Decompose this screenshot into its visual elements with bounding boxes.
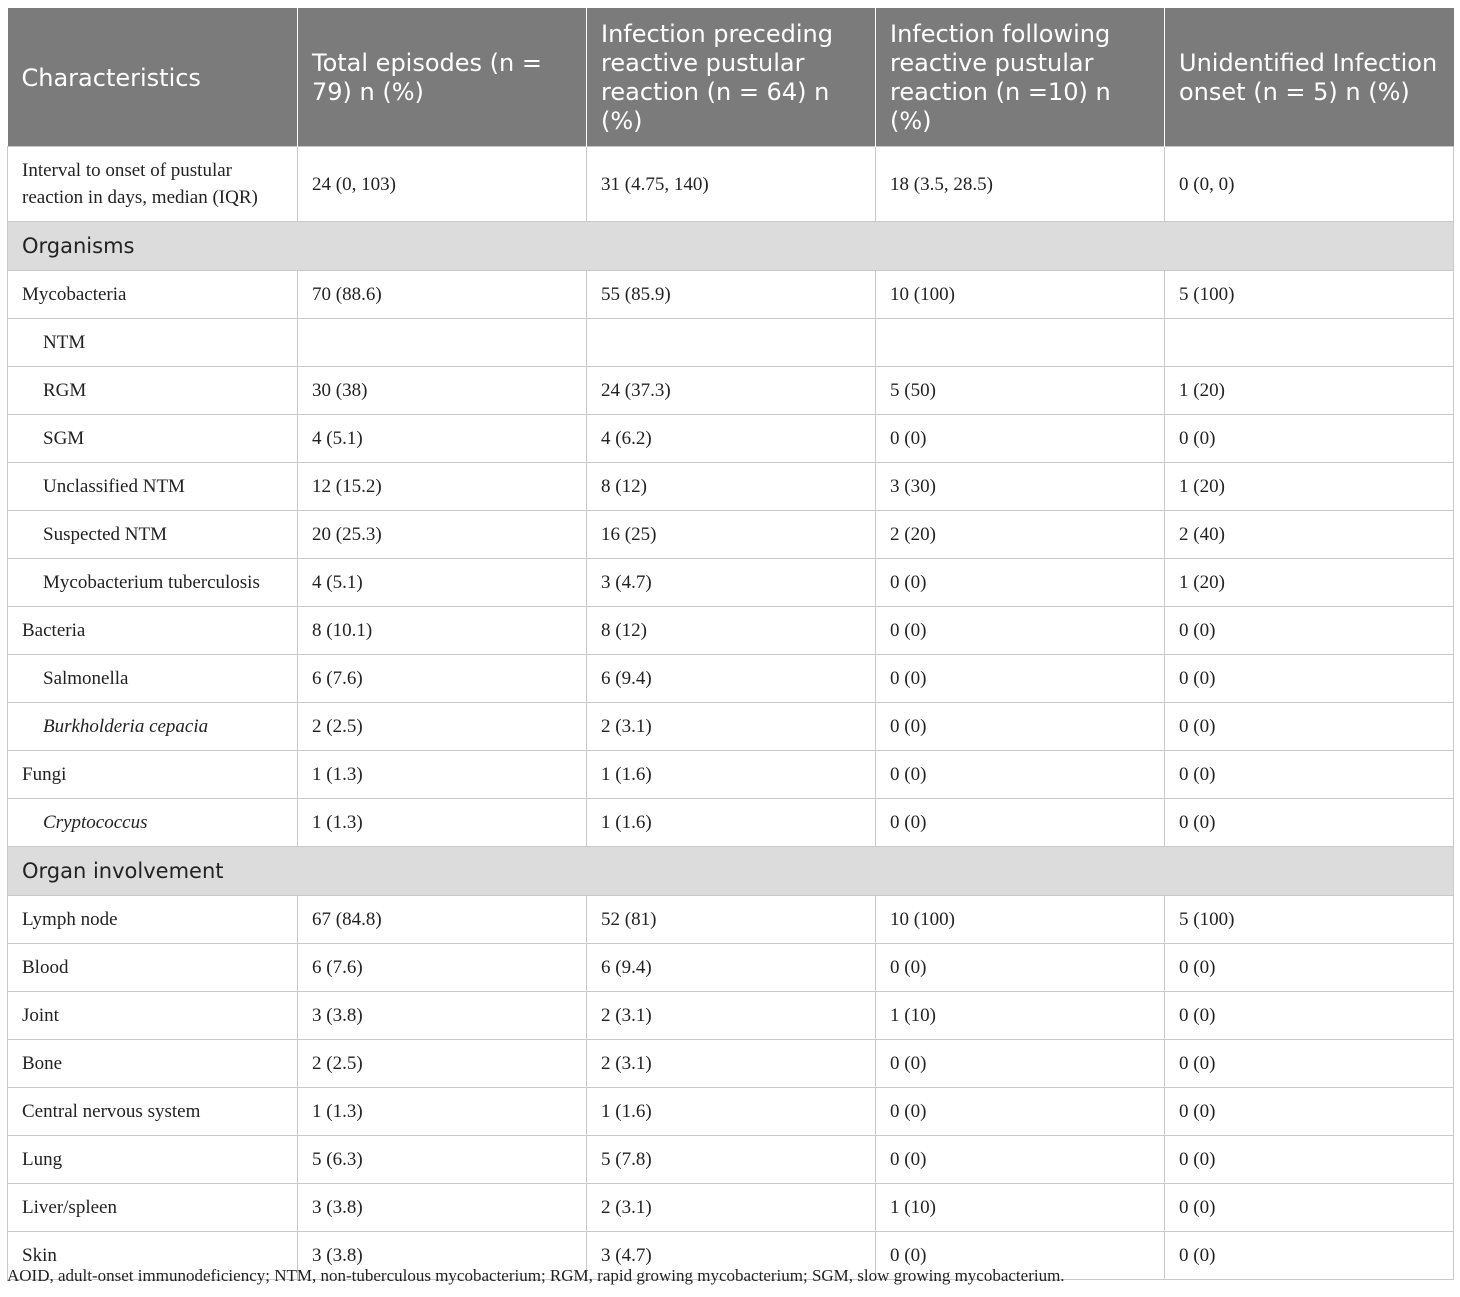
table-cell: 24 (0, 103)	[298, 147, 587, 222]
table-cell: 3 (30)	[876, 463, 1165, 511]
table-cell: 3 (4.7)	[587, 559, 876, 607]
table-row	[8, 1040, 1454, 1088]
table-row	[8, 655, 1454, 703]
table-row	[8, 147, 1454, 222]
row-label: Salmonella	[8, 655, 298, 703]
table-cell: 2 (3.1)	[587, 703, 876, 751]
row-label: Unclassified NTM	[8, 463, 298, 511]
header-characteristics: Characteristics	[8, 8, 298, 147]
table-cell: 0 (0)	[876, 799, 1165, 847]
table-row	[8, 896, 1454, 944]
section-row	[8, 222, 1454, 271]
table-cell: 0 (0)	[876, 1232, 1165, 1280]
row-label: Burkholderia cepacia	[8, 703, 298, 751]
section-row	[8, 847, 1454, 896]
table-cell: 1 (1.6)	[587, 799, 876, 847]
table-cell: 0 (0)	[876, 1136, 1165, 1184]
table-cell: 5 (100)	[1165, 271, 1454, 319]
table-cell: 12 (15.2)	[298, 463, 587, 511]
table-cell: 0 (0, 0)	[1165, 147, 1454, 222]
table-body	[8, 147, 1454, 1280]
header-total-episodes: Total episodes (n = 79) n (%)	[298, 8, 587, 147]
table-cell: 31 (4.75, 140)	[587, 147, 876, 222]
table-cell: 0 (0)	[1165, 607, 1454, 655]
table-cell: 0 (0)	[1165, 1184, 1454, 1232]
table-cell: 1 (20)	[1165, 463, 1454, 511]
table-cell: 5 (6.3)	[298, 1136, 587, 1184]
table-cell: 0 (0)	[876, 703, 1165, 751]
table-cell: 1 (10)	[876, 1184, 1165, 1232]
table-row	[8, 1184, 1454, 1232]
table-cell: 0 (0)	[1165, 415, 1454, 463]
table-cell: 3 (3.8)	[298, 992, 587, 1040]
table-cell: 6 (7.6)	[298, 944, 587, 992]
row-label: Suspected NTM	[8, 511, 298, 559]
row-label: Cryptococcus	[8, 799, 298, 847]
header-infection-following: Infection following reactive pustular reaction (n =10) n (%)	[876, 8, 1165, 147]
table-row	[8, 799, 1454, 847]
table-cell: 0 (0)	[1165, 1040, 1454, 1088]
table-cell: 8 (10.1)	[298, 607, 587, 655]
table-row	[8, 751, 1454, 799]
table-cell: 1 (1.3)	[298, 1088, 587, 1136]
table-cell: 0 (0)	[1165, 751, 1454, 799]
table-cell: 3 (4.7)	[587, 1232, 876, 1280]
table-cell: 0 (0)	[876, 415, 1165, 463]
table-container	[7, 8, 1453, 1280]
table-cell: 1 (10)	[876, 992, 1165, 1040]
table-row	[8, 319, 1454, 367]
table-cell: 2 (20)	[876, 511, 1165, 559]
table-row	[8, 271, 1454, 319]
table-cell: 2 (3.1)	[587, 992, 876, 1040]
table-cell: 0 (0)	[876, 559, 1165, 607]
table-cell: 2 (3.1)	[587, 1184, 876, 1232]
table-cell: 4 (5.1)	[298, 415, 587, 463]
table-cell: 30 (38)	[298, 367, 587, 415]
table-cell: 3 (3.8)	[298, 1232, 587, 1280]
section-label: Organisms	[8, 222, 1454, 271]
row-label: Joint	[8, 992, 298, 1040]
table-cell: 20 (25.3)	[298, 511, 587, 559]
table-cell: 1 (1.3)	[298, 751, 587, 799]
header-row	[8, 8, 1454, 147]
table-cell: 0 (0)	[876, 1040, 1165, 1088]
table-row	[8, 367, 1454, 415]
header-unidentified-onset: Unidentified Infection onset (n = 5) n (%)	[1165, 8, 1454, 147]
row-label: Bone	[8, 1040, 298, 1088]
table-cell: 0 (0)	[876, 607, 1165, 655]
table-footnote: AOID, adult-onset immunodeficiency; NTM, non-tuberculous mycobacterium; RGM, rapid growing mycobacterium; SGM, slow growing mycobacterium.	[7, 1266, 1065, 1285]
table-cell: 0 (0)	[1165, 1232, 1454, 1280]
table-row	[8, 511, 1454, 559]
row-label: Central nervous system	[8, 1088, 298, 1136]
section-label: Organ involvement	[8, 847, 1454, 896]
table-cell: 16 (25)	[587, 511, 876, 559]
row-label: Skin	[8, 1232, 298, 1280]
table-cell: 0 (0)	[876, 944, 1165, 992]
table-row	[8, 463, 1454, 511]
header-infection-preceding: Infection preceding reactive pustular reaction (n = 64) n (%)	[587, 8, 876, 147]
table-cell	[876, 319, 1165, 367]
table-cell: 4 (6.2)	[587, 415, 876, 463]
table-cell: 0 (0)	[1165, 1088, 1454, 1136]
row-label: RGM	[8, 367, 298, 415]
table-cell: 2 (3.1)	[587, 1040, 876, 1088]
table-row	[8, 992, 1454, 1040]
table-cell: 6 (7.6)	[298, 655, 587, 703]
table-cell: 1 (20)	[1165, 559, 1454, 607]
row-label: Lung	[8, 1136, 298, 1184]
table-cell: 0 (0)	[1165, 655, 1454, 703]
table-cell: 3 (3.8)	[298, 1184, 587, 1232]
table-row	[8, 703, 1454, 751]
table-cell: 2 (2.5)	[298, 1040, 587, 1088]
table-cell	[1165, 319, 1454, 367]
table-cell: 1 (20)	[1165, 367, 1454, 415]
table-cell: 8 (12)	[587, 463, 876, 511]
table-cell: 10 (100)	[876, 896, 1165, 944]
table-cell: 0 (0)	[876, 1088, 1165, 1136]
table-cell: 0 (0)	[876, 655, 1165, 703]
table-cell	[298, 319, 587, 367]
table-row	[8, 607, 1454, 655]
row-label: Interval to onset of pustular reaction in days, median (IQR)	[8, 147, 298, 222]
table-cell: 6 (9.4)	[587, 655, 876, 703]
table-row	[8, 559, 1454, 607]
table-cell: 0 (0)	[876, 751, 1165, 799]
table-cell: 0 (0)	[1165, 1136, 1454, 1184]
table-cell: 5 (100)	[1165, 896, 1454, 944]
table-cell: 4 (5.1)	[298, 559, 587, 607]
table-cell: 0 (0)	[1165, 944, 1454, 992]
characteristics-table	[7, 8, 1454, 1280]
table-cell: 67 (84.8)	[298, 896, 587, 944]
table-cell: 0 (0)	[1165, 799, 1454, 847]
table-cell: 18 (3.5, 28.5)	[876, 147, 1165, 222]
table-cell: 1 (1.3)	[298, 799, 587, 847]
row-label: Blood	[8, 944, 298, 992]
row-label: Liver/spleen	[8, 1184, 298, 1232]
table-cell: 2 (2.5)	[298, 703, 587, 751]
table-cell: 10 (100)	[876, 271, 1165, 319]
row-label: SGM	[8, 415, 298, 463]
table-cell: 2 (40)	[1165, 511, 1454, 559]
table-row	[8, 944, 1454, 992]
row-label: Fungi	[8, 751, 298, 799]
row-label: Bacteria	[8, 607, 298, 655]
table-cell: 52 (81)	[587, 896, 876, 944]
table-cell: 0 (0)	[1165, 992, 1454, 1040]
table-cell: 24 (37.3)	[587, 367, 876, 415]
table-cell: 5 (7.8)	[587, 1136, 876, 1184]
table-cell: 5 (50)	[876, 367, 1165, 415]
row-label: Mycobacterium tuberculosis	[8, 559, 298, 607]
table-cell: 1 (1.6)	[587, 1088, 876, 1136]
row-label: Lymph node	[8, 896, 298, 944]
table-cell: 0 (0)	[1165, 703, 1454, 751]
table-cell: 8 (12)	[587, 607, 876, 655]
row-label: NTM	[8, 319, 298, 367]
table-row	[8, 415, 1454, 463]
table-cell: 55 (85.9)	[587, 271, 876, 319]
table-cell: 70 (88.6)	[298, 271, 587, 319]
table-row	[8, 1136, 1454, 1184]
table-cell	[587, 319, 876, 367]
table-row	[8, 1088, 1454, 1136]
row-label: Mycobacteria	[8, 271, 298, 319]
table-cell: 6 (9.4)	[587, 944, 876, 992]
table-cell: 1 (1.6)	[587, 751, 876, 799]
